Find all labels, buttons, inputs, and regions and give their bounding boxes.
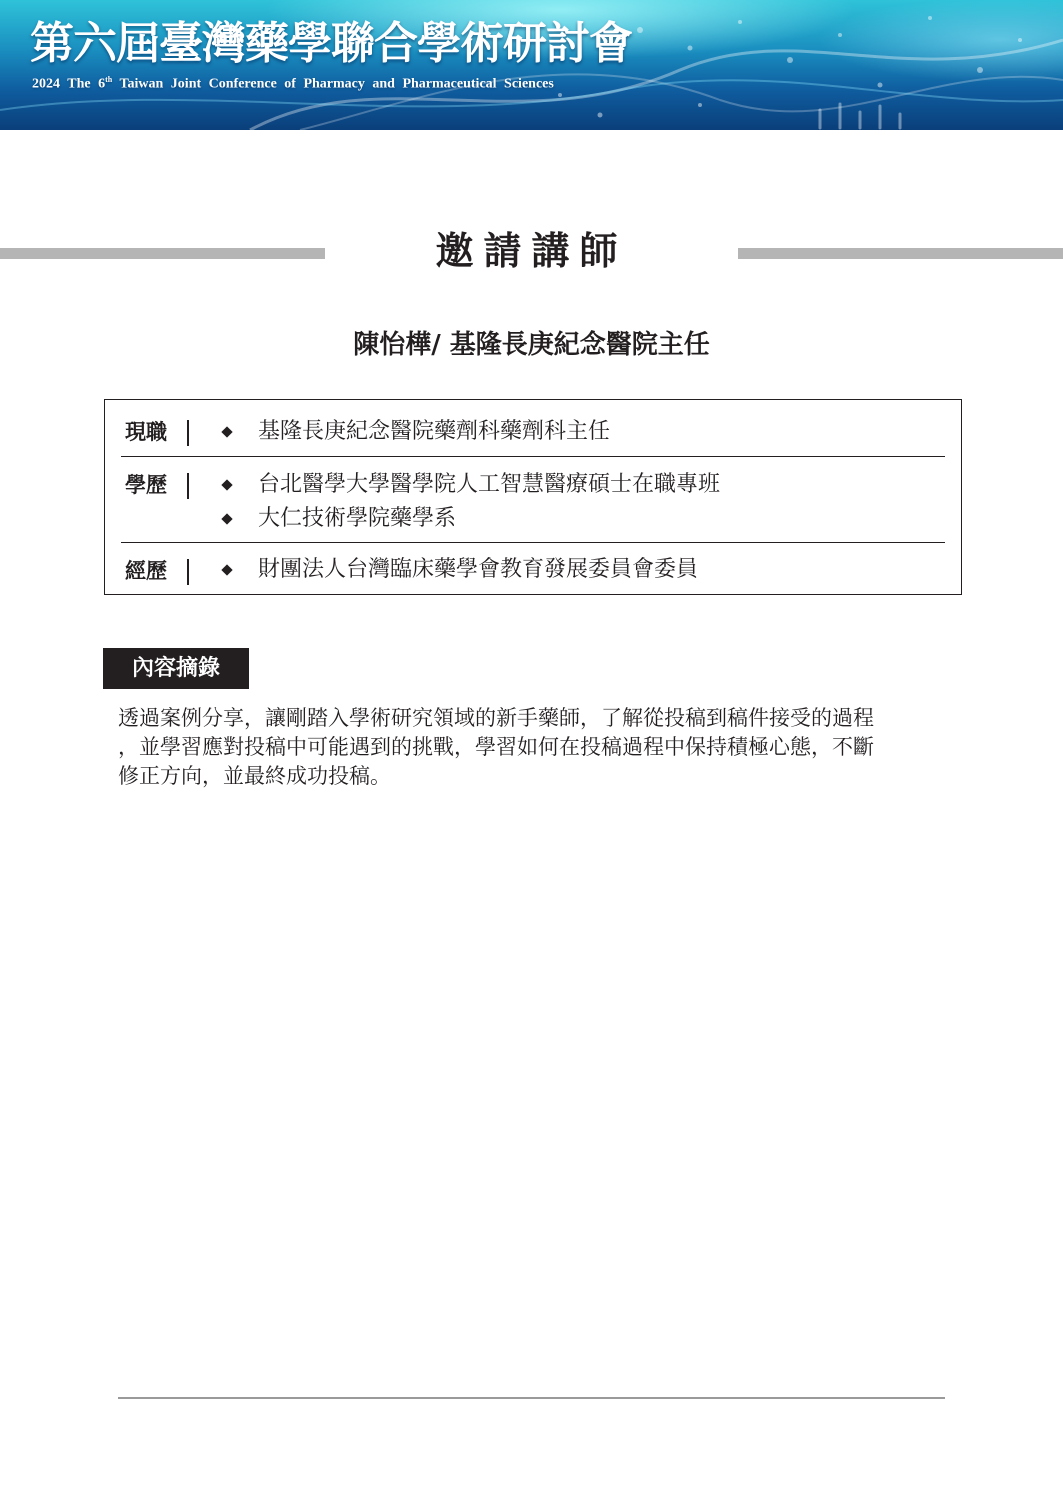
row-label-divider: [187, 473, 189, 499]
row-label: 現職: [125, 420, 167, 444]
list-item-text: 基隆長庚紀念醫院藥劑科藥劑科主任: [258, 419, 611, 444]
row-label-divider: [187, 559, 189, 585]
abstract-text-line: 透過案例分享，讓剛踏入學術研究領域的新手藥師，了解從投稿到稿件接受的過程: [118, 706, 874, 730]
footer-divider: [118, 1397, 945, 1399]
conference-banner: [0, 0, 1063, 130]
list-item-text: 財團法人台灣臨床藥學會教育發展委員會委員: [258, 557, 699, 582]
subtitle-year-ordinal: 2024 The 6: [32, 76, 106, 92]
section-title: 邀請講師: [435, 229, 628, 273]
list-item-text: 台北醫學大學醫學院人工智慧醫療碩士在職專班: [258, 472, 721, 497]
list-item-text: 大仁技術學院藥學系: [258, 506, 457, 531]
diamond-bullet-icon: [221, 513, 232, 524]
abstract-label: 內容摘錄: [103, 648, 249, 689]
speaker-name-affiliation: 陳怡樺/ 基隆長庚紀念醫院主任: [353, 330, 710, 360]
diamond-bullet-icon: [221, 426, 232, 437]
info-row-current-position: [105, 400, 961, 456]
subtitle-ordinal-suffix: th: [105, 75, 113, 84]
abstract-text-line: 修正方向，並最終成功投稿。: [118, 764, 391, 788]
conference-subtitle: [32, 71, 554, 94]
diamond-bullet-icon: [221, 479, 232, 490]
diamond-bullet-icon: [221, 564, 232, 575]
row-label: 學歷: [125, 473, 167, 497]
abstract-text-line: ，並學習應對投稿中可能遇到的挑戰，學習如何在投稿過程中保持積極心態，不斷: [118, 735, 874, 759]
info-row-experience: [105, 543, 961, 594]
row-label-divider: [187, 420, 189, 446]
speaker-info-box: [104, 399, 962, 595]
conference-title: 第六屆臺灣藥學聯合學術研討會: [30, 18, 632, 69]
subtitle-conference-name: Taiwan Joint Conference of Pharmacy and Pharmaceutical Sciences: [119, 76, 554, 92]
section-rule-right: [738, 248, 1063, 259]
section-rule-left: [0, 248, 325, 259]
info-row-education: [105, 457, 961, 542]
row-label: 經歷: [125, 559, 167, 583]
